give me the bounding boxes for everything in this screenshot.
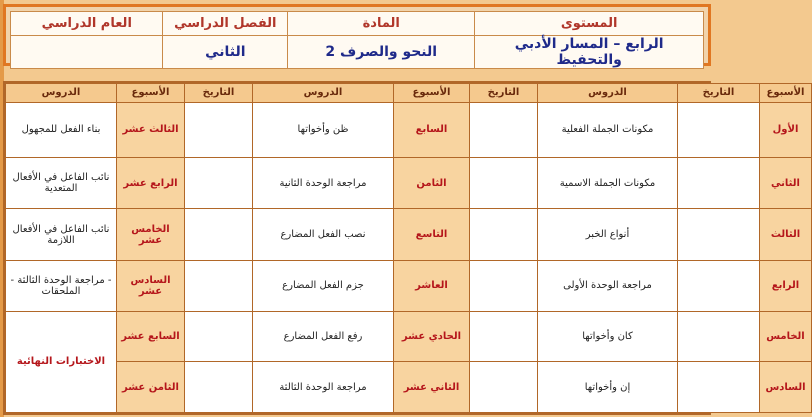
week-cell: السادس عشر (117, 261, 185, 312)
date-cell[interactable] (185, 102, 253, 157)
date-cell[interactable] (185, 362, 253, 413)
subject-value: النحو والصرف 2 (288, 36, 475, 69)
semester-label: الفصل الدراسي (163, 12, 288, 36)
year-label: العام الدراسي (11, 12, 163, 36)
year-value (11, 36, 163, 69)
week-cell: الثالث عشر (117, 102, 185, 157)
week-cell: الخامس (760, 311, 812, 362)
col-week-1: الأسبوع (760, 84, 812, 103)
date-cell[interactable] (678, 362, 760, 413)
week-cell: الأول (760, 102, 812, 157)
col-week-3: الأسبوع (117, 84, 185, 103)
table-row (6, 311, 812, 362)
schedule-table (5, 83, 812, 413)
date-cell[interactable] (678, 102, 760, 157)
week-cell: الثالث (760, 209, 812, 261)
col-lessons-1: الدروس (538, 84, 678, 103)
col-lessons-3: الدروس (6, 84, 117, 103)
lesson-cell: مكونات الجملة الفعلية (538, 102, 678, 157)
final-exams-cell: الاختبارات النهائية (6, 311, 117, 412)
table-row (6, 157, 812, 209)
lesson-cell: مراجعة الوحدة الثانية (253, 157, 394, 209)
date-cell[interactable] (470, 209, 538, 261)
week-cell: الرابع (760, 261, 812, 312)
week-cell: الرابع عشر (117, 157, 185, 209)
date-cell[interactable] (678, 209, 760, 261)
week-cell: الخامس عشر (117, 209, 185, 261)
table-row (6, 362, 812, 413)
date-cell[interactable] (678, 261, 760, 312)
lesson-cell: جزم الفعل المضارع (253, 261, 394, 312)
date-cell[interactable] (185, 209, 253, 261)
col-date-2: التاريخ (470, 84, 538, 103)
lesson-cell: بناء الفعل للمجهول (6, 102, 117, 157)
table-row (6, 209, 812, 261)
week-cell: العاشر (394, 261, 470, 312)
week-cell: الثاني (760, 157, 812, 209)
date-cell[interactable] (185, 311, 253, 362)
week-cell: السابع (394, 102, 470, 157)
header-panel (3, 4, 711, 66)
lesson-cell: مكونات الجملة الاسمية (538, 157, 678, 209)
lesson-cell: نائب الفاعل في الأفعال المتعدية (6, 157, 117, 209)
table-row (6, 261, 812, 312)
column-header-row (6, 84, 812, 103)
lesson-cell: مراجعة الوحدة الأولى (538, 261, 678, 312)
date-cell[interactable] (470, 311, 538, 362)
header-table (10, 11, 704, 69)
lesson-cell: رفع الفعل المضارع (253, 311, 394, 362)
lesson-cell: كان وأخواتها (538, 311, 678, 362)
lesson-cell: - مراجعة الوحدة الثالثة - الملحقات (6, 261, 117, 312)
date-cell[interactable] (185, 157, 253, 209)
date-cell[interactable] (470, 102, 538, 157)
col-lessons-2: الدروس (253, 84, 394, 103)
week-cell: الحادي عشر (394, 311, 470, 362)
date-cell[interactable] (678, 311, 760, 362)
week-cell: التاسع (394, 209, 470, 261)
date-cell[interactable] (470, 157, 538, 209)
lesson-cell: إن وأخواتها (538, 362, 678, 413)
lesson-cell: نائب الفاعل في الأفعال اللازمة (6, 209, 117, 261)
date-cell[interactable] (678, 157, 760, 209)
col-date-1: التاريخ (678, 84, 760, 103)
date-cell[interactable] (470, 261, 538, 312)
lesson-cell: نصب الفعل المضارع (253, 209, 394, 261)
lesson-cell: أنواع الخبر (538, 209, 678, 261)
week-cell: السادس (760, 362, 812, 413)
subject-label: المادة (288, 12, 475, 36)
lesson-cell: ظن وأخواتها (253, 102, 394, 157)
level-value: الرابع – المسار الأدبي والتحفيظ (475, 36, 704, 69)
col-date-3: التاريخ (185, 84, 253, 103)
schedule-panel (3, 81, 806, 415)
table-row (6, 102, 812, 157)
lesson-cell: مراجعة الوحدة الثالثة (253, 362, 394, 413)
semester-value: الثاني (163, 36, 288, 69)
week-cell: السابع عشر (117, 311, 185, 362)
level-label: المستوى (475, 12, 704, 36)
week-cell: الثامن عشر (117, 362, 185, 413)
date-cell[interactable] (470, 362, 538, 413)
week-cell: الثامن (394, 157, 470, 209)
date-cell[interactable] (185, 261, 253, 312)
col-week-2: الأسبوع (394, 84, 470, 103)
week-cell: الثاني عشر (394, 362, 470, 413)
